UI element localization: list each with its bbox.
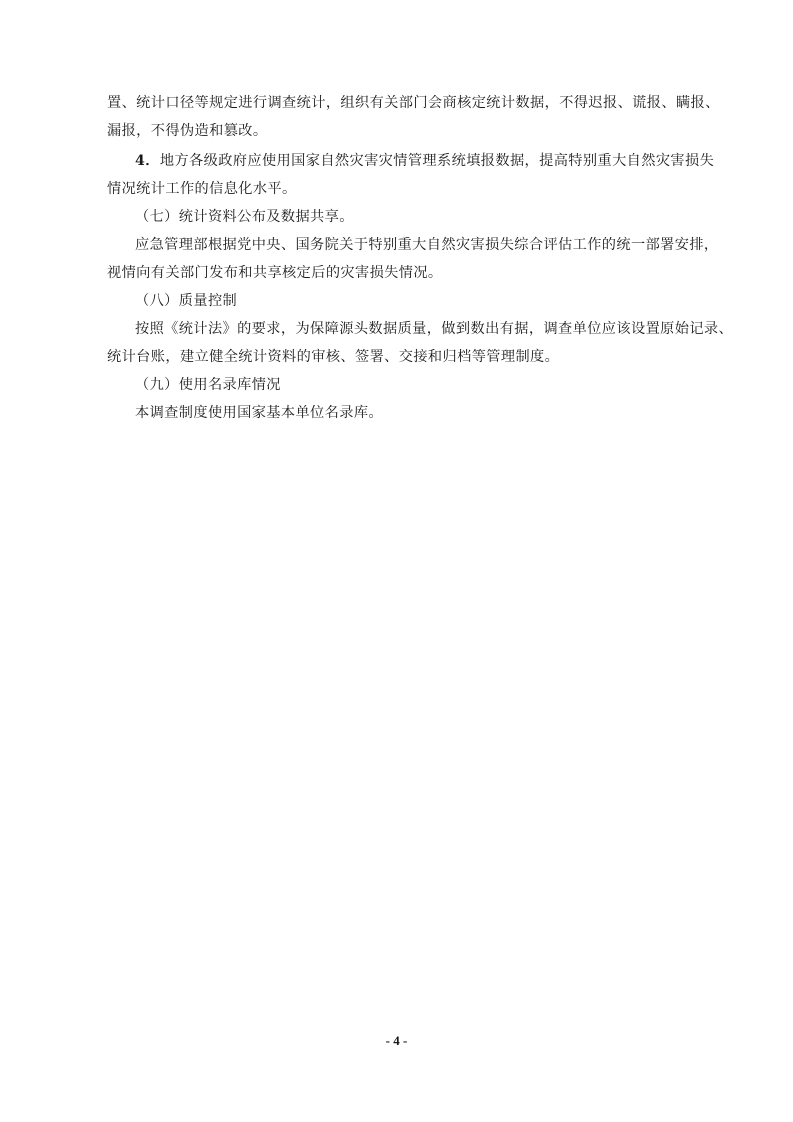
- paragraph-line: 置、统计口径等规定进行调查统计，组织有关部门会商核定统计数据，不得迟报、谎报、瞒报、: [107, 95, 720, 111]
- section-heading: （九）使用名录库情况: [135, 377, 281, 393]
- paragraph-line: 按照《统计法》的要求，为保障源头数据质量，做到数出有据，调查单位应该设置原始记录、: [135, 321, 734, 337]
- item-number: 4．: [135, 153, 160, 169]
- paragraph-line: 漏报，不得伪造和篡改。: [107, 123, 268, 139]
- paragraph-line: 视情向有关部门发布和共享核定后的灾害损失情况。: [107, 265, 443, 281]
- numbered-item-line: [135, 151, 714, 171]
- paragraph-line: 统计台账，建立健全统计资料的审核、签署、交接和归档等管理制度。: [107, 349, 560, 365]
- section-heading: （八）质量控制: [135, 293, 238, 309]
- paragraph-line: 情况统计工作的信息化水平。: [107, 181, 297, 197]
- item-text: 地方各级政府应使用国家自然灾害灾情管理系统填报数据，提高特别重大自然灾害损失: [159, 153, 715, 169]
- paragraph-line: 应急管理部根据党中央、国务院关于特别重大自然灾害损失综合评估工作的统一部署安排，: [135, 237, 719, 253]
- page-number: - 4 -: [385, 1033, 408, 1048]
- section-heading: （七）统计资料公布及数据共享。: [135, 209, 354, 225]
- paragraph-line: 本调查制度使用国家基本单位名录库。: [135, 405, 383, 421]
